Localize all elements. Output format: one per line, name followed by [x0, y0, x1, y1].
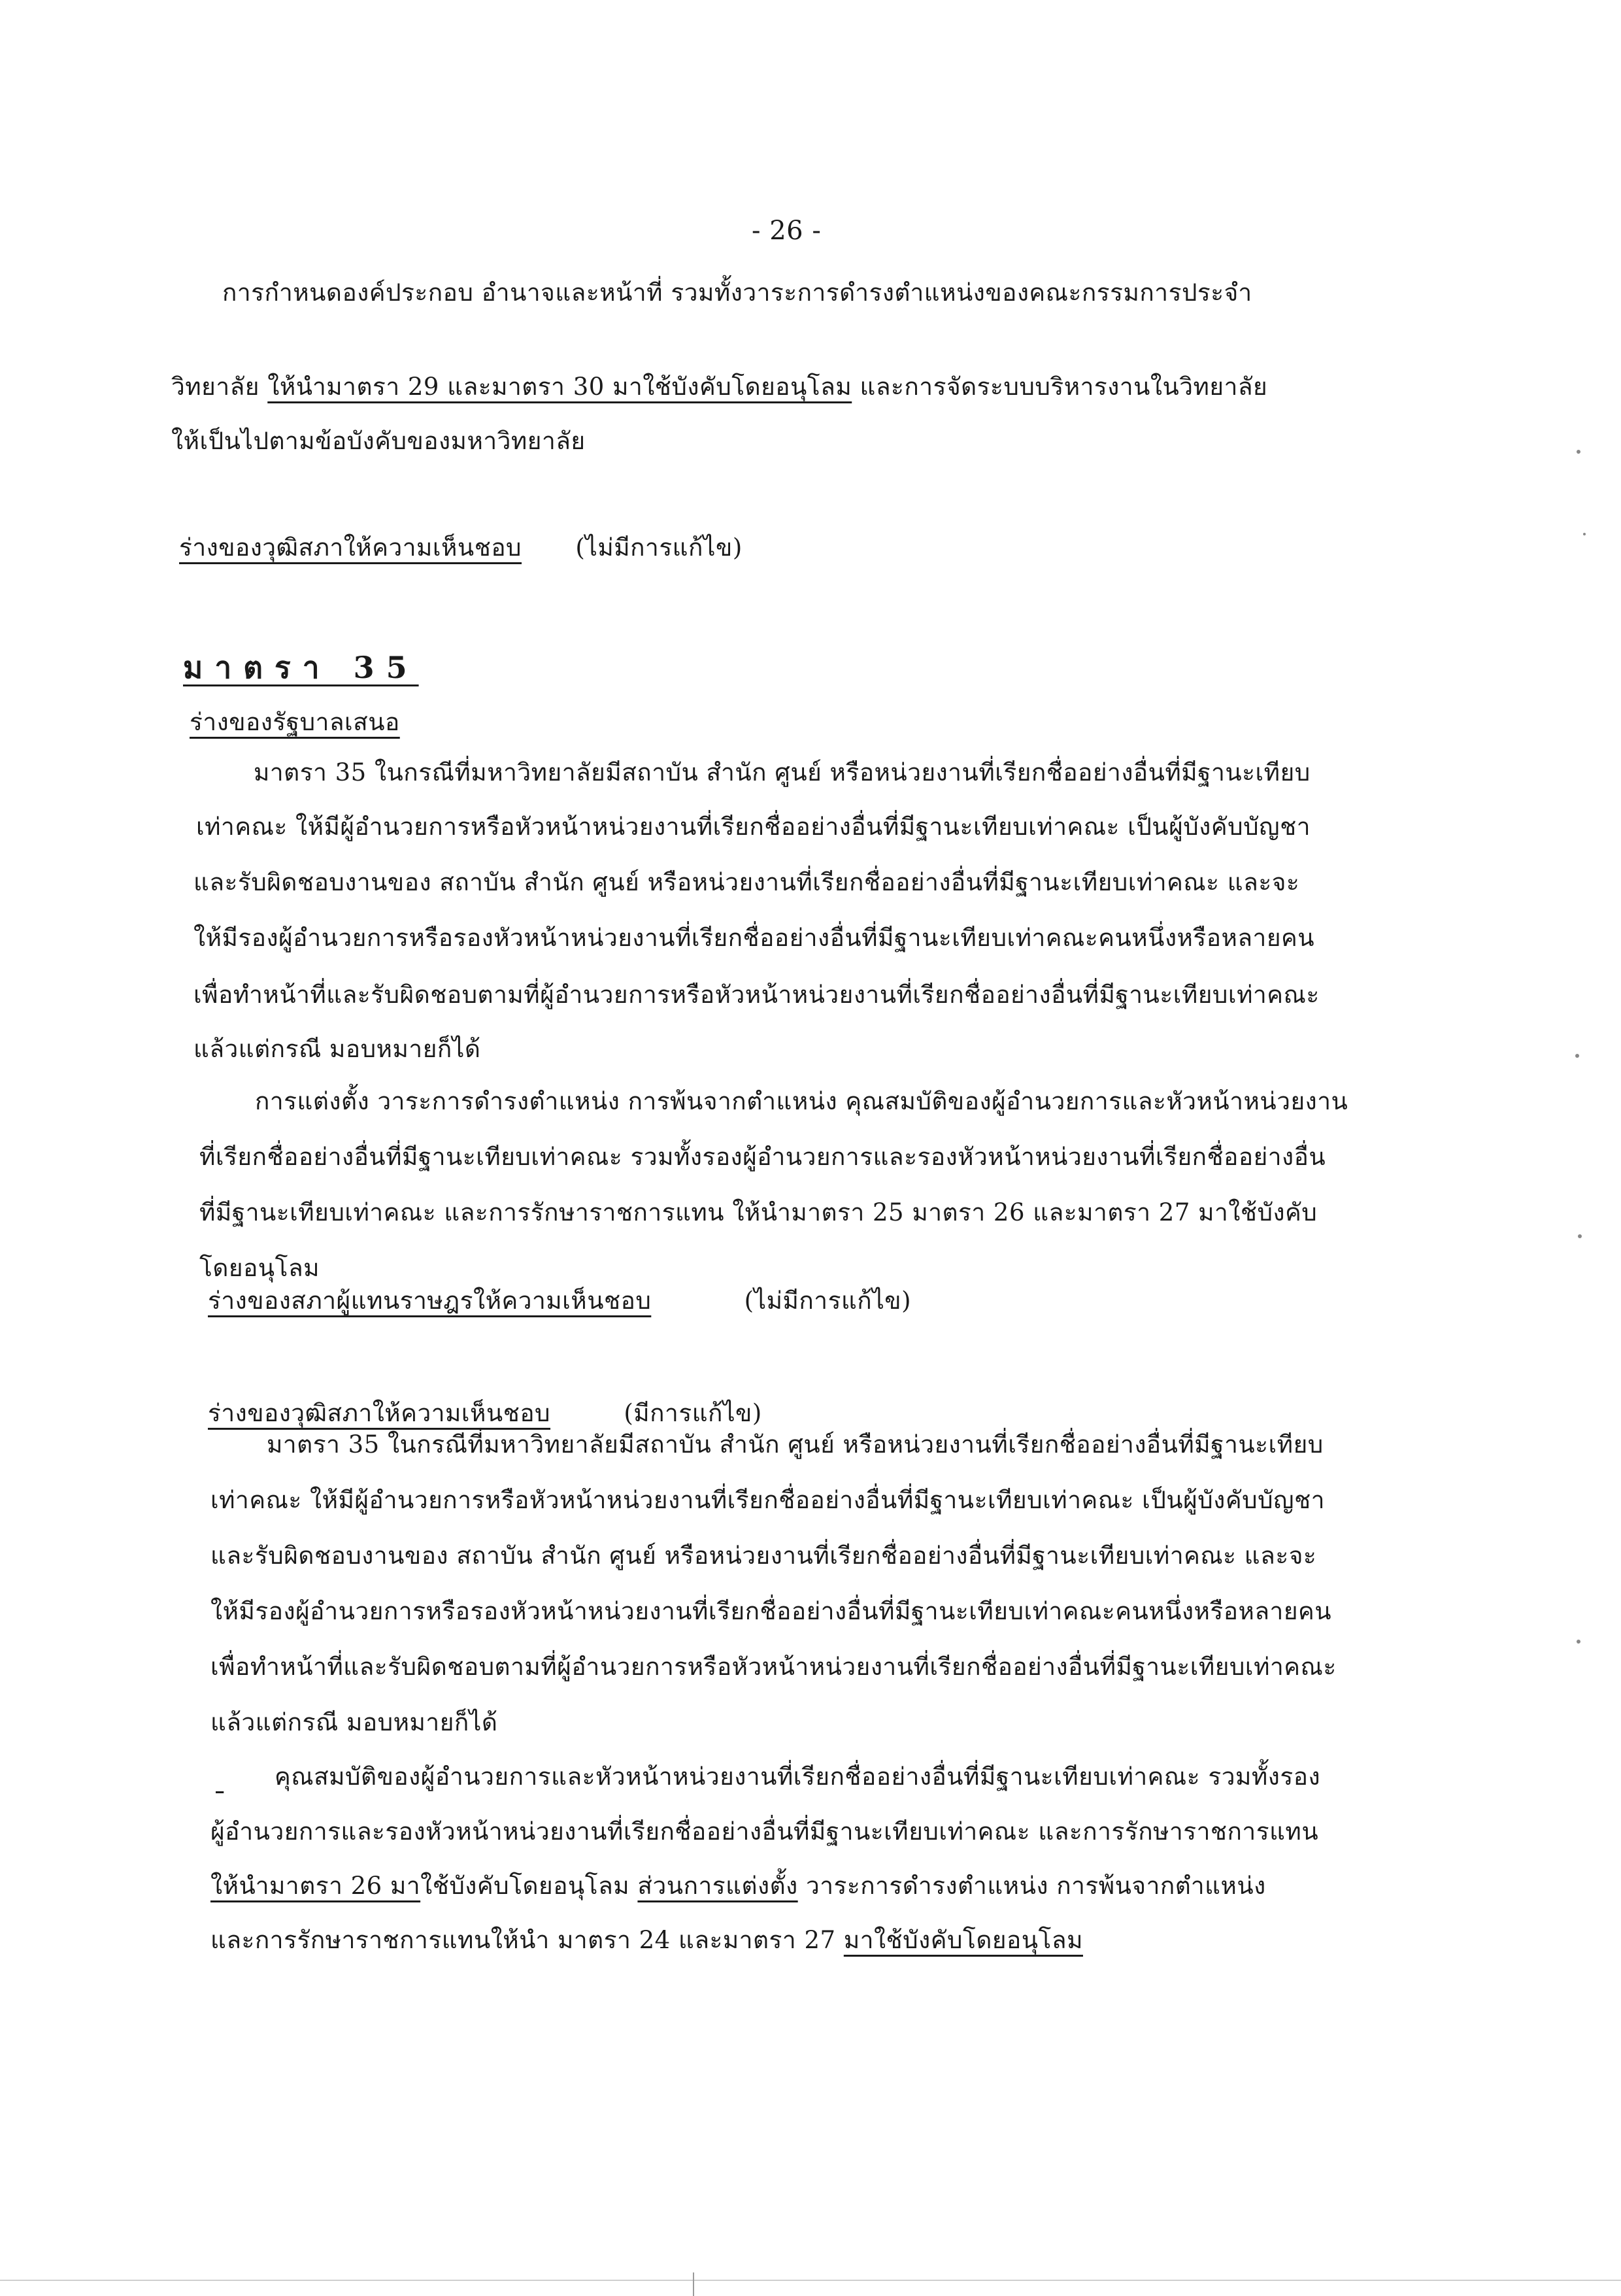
senate-p1-line-1: มาตรา 35 ในกรณีที่มหาวิทยาลัยมีสถาบัน สำนัก ศูนย์ หรือหน่วยงานที่เรียกชื่ออย่างอื่นที่มีฐานะเทียบ [267, 1430, 1324, 1459]
scan-speck [1577, 450, 1580, 454]
gov-p1-line-1: มาตรา 35 ในกรณีที่มหาวิทยาลัยมีสถาบัน สำนัก ศูนย์ หรือหน่วยงานที่เรียกชื่ออย่างอื่นที่มีฐานะเทียบ [254, 758, 1311, 786]
top-paragraph-line-3: ให้เป็นไปตามข้อบังคับของมหาวิทยาลัย [171, 427, 586, 455]
senate-p1-line-6: แล้วแต่กรณี มอบหมายก็ได้ [210, 1708, 498, 1736]
senate-p2-line-3 [210, 1866, 1266, 1905]
gov-p1-line-3: และรับผิดชอบงานของ สถาบัน สำนัก ศูนย์ หรือหน่วยงานที่เรียกชื่ออย่างอื่นที่มีฐานะเทียบเท่าคณะ และจะ [193, 868, 1300, 896]
senate-p1-line-4: ให้มีรองผู้อำนวยการหรือรองหัวหน้าหน่วยงานที่เรียกชื่ออย่างอื่นที่มีฐานะเทียบเท่าคณะคนหนึ่งหรือหลายคน [210, 1597, 1332, 1625]
gov-p1-line-6: แล้วแต่กรณี มอบหมายก็ได้ [193, 1035, 481, 1063]
top-line2-underlined: ให้นำมาตรา 29 และมาตรา 30 มาใช้บังคับโดยอนุโลม [267, 373, 852, 401]
gov-p2-line-2: ที่เรียกชื่ออย่างอื่นที่มีฐานะเทียบเท่าคณะ รวมทั้งรองผู้อำนวยการและรองหัวหน้าหน่วยงานที่เรียกชื่ออย่างอื่น [199, 1143, 1326, 1171]
government-draft-heading: ร่างของรัฐบาลเสนอ [190, 708, 400, 736]
page-number: - 26 - [752, 216, 822, 246]
senate-approval-label-1: ร่างของวุฒิสภาให้ความเห็นชอบ [179, 533, 522, 562]
senate-approval-label-2: ร่างของวุฒิสภาให้ความเห็นชอบ [208, 1399, 551, 1427]
top-line2-text-c: และการจัดระบบบริหารงานในวิทยาลัย [860, 373, 1268, 401]
gov-p2-line-1: การแต่งตั้ง วาระการดำรงตำแหน่ง การพ้นจากตำแหน่ง คุณสมบัติของผู้อำนวยการและหัวหน้าหน่วยงาน [255, 1087, 1348, 1115]
gov-p1-line-4: ให้มีรองผู้อำนวยการหรือรองหัวหน้าหน่วยงานที่เรียกชื่ออย่างอื่นที่มีฐานะเทียบเท่าคณะคนหนึ่งหรือหลายคน [193, 924, 1315, 952]
senate-p2-line-4-underlined-b: มาใช้บังคับโดยอนุโลม [843, 1926, 1083, 1954]
gov-p1-line-2: เท่าคณะ ให้มีผู้อำนวยการหรือหัวหน้าหน่วยงานที่เรียกชื่ออย่างอื่นที่มีฐานะเทียบเท่าคณะ เป็นผู้บังคับบัญชา [196, 813, 1311, 841]
gov-p1-line-5: เพื่อทำหน้าที่และรับผิดชอบตามที่ผู้อำนวยการหรือหัวหน้าหน่วยงานที่เรียกชื่ออย่างอื่นที่มีฐานะเทียบเท่าคณะ [193, 981, 1320, 1009]
senate-approval-note-1: (ไม่มีการแก้ไข) [575, 533, 743, 562]
top-line2-text-a: วิทยาลัย [171, 373, 259, 401]
scan-speck [1578, 1234, 1582, 1238]
gov-p2-line-4: โดยอนุโลม [199, 1254, 320, 1282]
senate-p2-indent-marker [216, 1763, 275, 1791]
senate-approval-heading-1 [179, 528, 743, 567]
scan-speck [1575, 1054, 1579, 1058]
scan-bottom-edge [0, 2280, 1621, 2281]
scan-speck [1583, 533, 1586, 535]
house-approval-note: (ไม่มีการแก้ไข) [744, 1287, 912, 1315]
top-paragraph-line-1: การกำหนดองค์ประกอบ อำนาจและหน้าที่ รวมทั้งวาระการดำรงตำแหน่งของคณะกรรมการประจำ [222, 279, 1252, 307]
house-approval-heading [208, 1281, 911, 1320]
scan-speck [1577, 1640, 1580, 1644]
senate-p2-line-3-text-b: ใช้บังคับโดยอนุโลม [420, 1872, 630, 1900]
section-title: มาตรา 35 [183, 650, 419, 685]
senate-p2-line-4 [210, 1921, 1083, 1959]
senate-p1-line-2: เท่าคณะ ให้มีผู้อำนวยการหรือหัวหน้าหน่วยงานที่เรียกชื่ออย่างอื่นที่มีฐานะเทียบเท่าคณะ เป็นผู้บังคับบัญชา [210, 1486, 1325, 1514]
senate-p2-line-3-text-d: วาระการดำรงตำแหน่ง การพ้นจากตำแหน่ง [805, 1872, 1266, 1900]
senate-p2-line-1-text: คุณสมบัติของผู้อำนวยการและหัวหน้าหน่วยงานที่เรียกชื่ออย่างอื่นที่มีฐานะเทียบเท่าคณะ รวมทั้งรอง [275, 1763, 1321, 1791]
senate-p1-line-5: เพื่อทำหน้าที่และรับผิดชอบตามที่ผู้อำนวยการหรือหัวหน้าหน่วยงานที่เรียกชื่ออย่างอื่นที่มีฐานะเทียบเท่าคณะ [210, 1653, 1337, 1681]
senate-approval-note-2: (มีการแก้ไข) [624, 1399, 762, 1427]
gov-p2-line-3: ที่มีฐานะเทียบเท่าคณะ และการรักษาราชการแทน ให้นำมาตรา 25 มาตรา 26 และมาตรา 27 มาใช้บังคับ [199, 1198, 1318, 1226]
senate-p2-line-1 [216, 1757, 1320, 1796]
senate-p2-line-4-text-a: และการรักษาราชการแทนให้นำ มาตรา 24 และมาตรา 27 [210, 1926, 836, 1954]
top-paragraph-line-2 [171, 367, 1267, 406]
senate-p2-line-2: ผู้อำนวยการและรองหัวหน้าหน่วยงานที่เรียกชื่ออย่างอื่นที่มีฐานะเทียบเท่าคณะ และการรักษาราชการแทน [210, 1817, 1319, 1846]
house-approval-label: ร่างของสภาผู้แทนราษฎรให้ความเห็นชอบ [208, 1287, 652, 1315]
senate-p1-line-3: และรับผิดชอบงานของ สถาบัน สำนัก ศูนย์ หรือหน่วยงานที่เรียกชื่ออย่างอื่นที่มีฐานะเทียบเท่าคณะ และจะ [210, 1542, 1317, 1570]
scan-bottom-tick [693, 2272, 694, 2296]
senate-p2-line-3-underlined-a: ให้นำมาตรา 26 มา [210, 1872, 421, 1900]
senate-p2-line-3-underlined-c: ส่วนการแต่งตั้ง [637, 1872, 798, 1900]
